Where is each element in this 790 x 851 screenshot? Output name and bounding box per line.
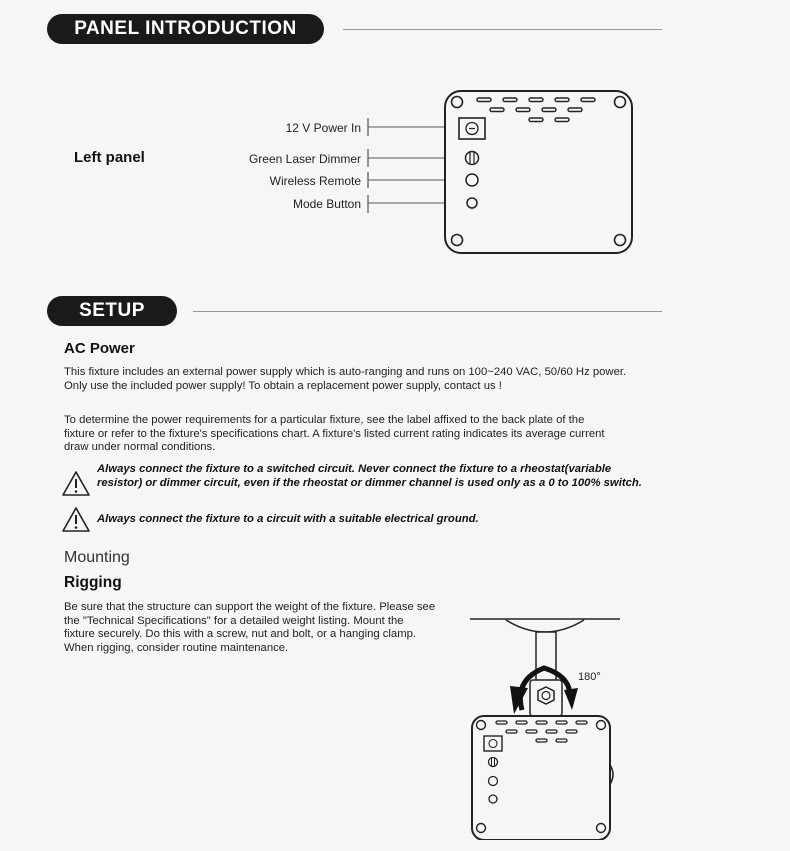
ac-power-para2: To determine the power requirements for a particular fixture, see the label affixed to the back plate of the fixture or refer to the fixture's specifications chart. A fixture's listed current rating indicates its average current draw under normal conditions. — [64, 414, 605, 453]
panel-introduction-rule — [343, 29, 662, 30]
left-panel-diagram — [360, 88, 640, 258]
warning-icon — [61, 470, 91, 497]
rigging-diagram — [466, 610, 626, 840]
rotation-label: 180° — [578, 671, 601, 683]
mounting-heading: Mounting — [64, 549, 130, 566]
rigging-heading: Rigging — [64, 574, 122, 591]
warning-text-switched-circuit: Always connect the fixture to a switched circuit. Never connect the fixture to a rheostat(variable resistor) or dimmer circuit, even if the rheostat or dimmer channel is used only as a 0 to 100% switch. — [97, 463, 642, 489]
ac-power-para1: This fixture includes an external power supply which is auto-ranging and runs on 100~240 VAC, 50/60 Hz power. Only use the included power supply! To obtain a replacement power supply, contact us ! — [64, 366, 627, 392]
label-power-in: 12 V Power In — [285, 121, 361, 135]
setup-rule — [193, 311, 662, 312]
panel-introduction-title: PANEL INTRODUCTION — [47, 14, 324, 44]
rigging-text: Be sure that the structure can support the weight of the fixture. Please see the "Technical Specifications" for a detailed weight listing. Mount the fixture securely. Do this with a screw, nut and bolt, or a hanging clamp. When rigging, consider routine maintenance. — [64, 601, 436, 654]
left-panel-label: Left panel — [74, 149, 145, 166]
warning-icon — [61, 506, 91, 533]
label-mode-button: Mode Button — [292, 197, 361, 211]
ac-power-heading: AC Power — [64, 340, 135, 357]
warning-text-ground: Always connect the fixture to a circuit with a suitable electrical ground. — [97, 513, 479, 525]
label-wireless-remote: Wireless Remote — [269, 174, 361, 188]
label-laser-dimmer: Green Laser Dimmer — [248, 152, 361, 166]
setup-title: SETUP — [47, 296, 177, 326]
